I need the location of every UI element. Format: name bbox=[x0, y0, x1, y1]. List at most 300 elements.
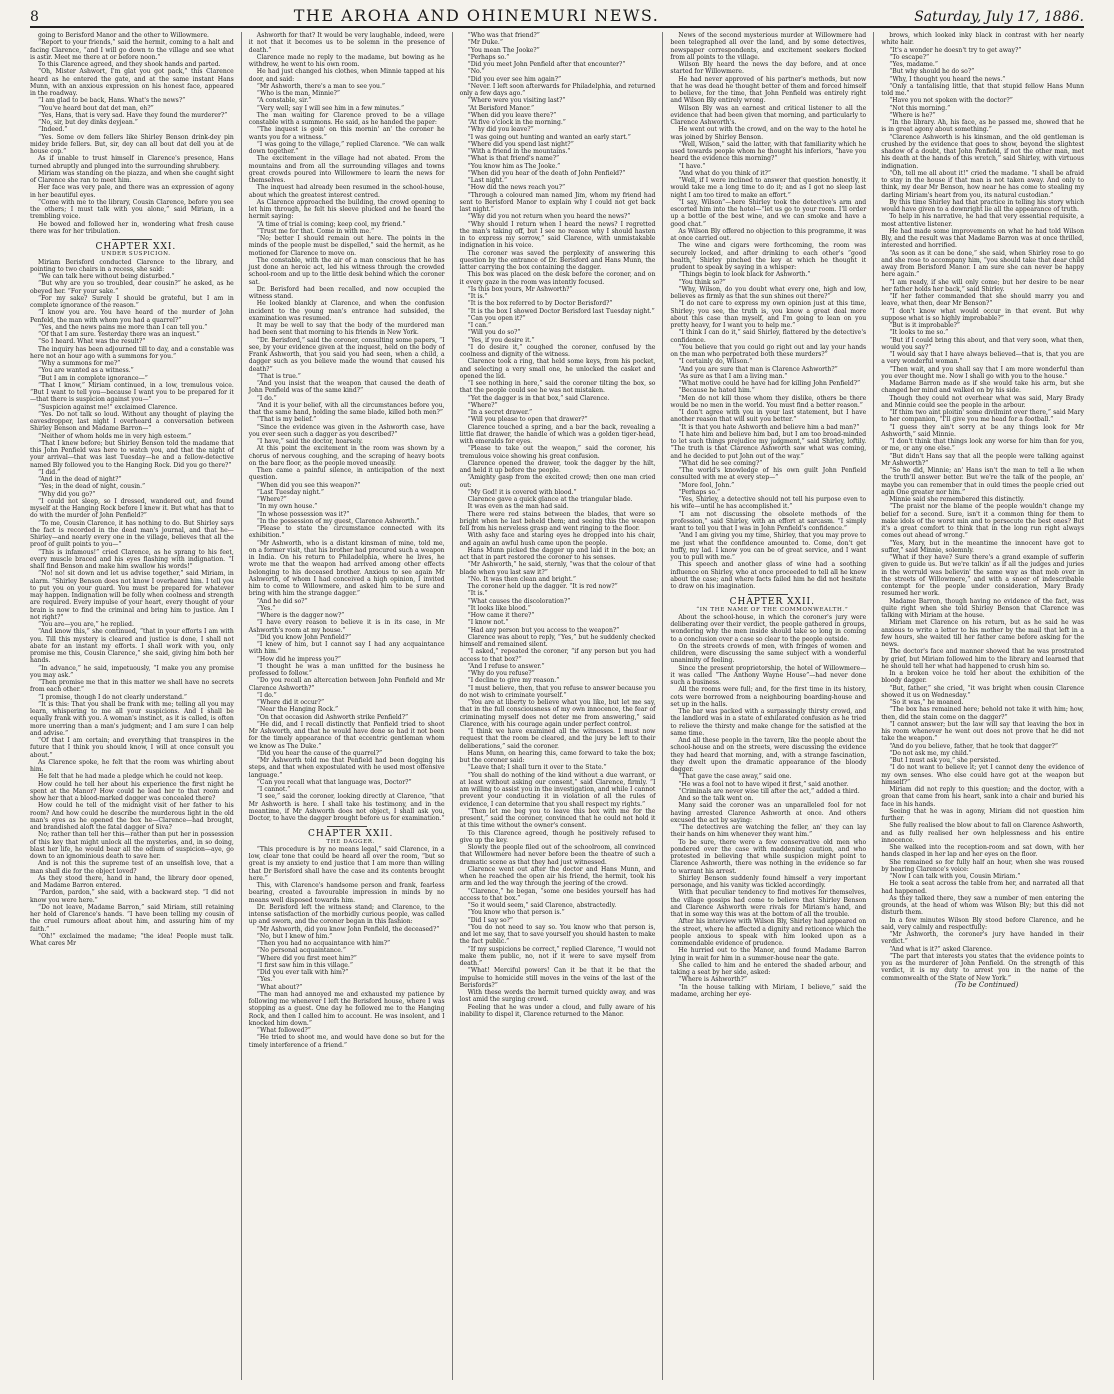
paragraph: It was even as the man had said. bbox=[467, 503, 569, 511]
paragraph: “Yes; in the dead of night, cousin.” bbox=[38, 483, 146, 491]
paragraph: Minnie said she remembered this distinctly. bbox=[889, 496, 1025, 503]
paragraph: “I have,” said the doctor, hoarsely. bbox=[256, 438, 363, 445]
paragraph: “For my sake? Surely I should be grateful, but I am in complete ignorance of the reason.” bbox=[30, 294, 234, 309]
paragraph: “But why are you so troubled, dear cousin?” he asked, as he obeyed her. “For your sake.” bbox=[30, 280, 234, 295]
paragraph: “Near the Hanging Rock.” bbox=[256, 706, 339, 714]
paragraph: Clarence touched a spring, and a bar the back, revealing a little flat drawer, the handle of which was a golden tiger-head, with emeralds for eyes. bbox=[459, 423, 656, 445]
paragraph: “I must believe, then, that you refuse to answer because you do not wish to criminate yourself.” bbox=[459, 684, 656, 699]
paragraph: “The inquest is goin' on this mornin' an' the coroner he wants you for a witness.” bbox=[248, 126, 445, 141]
paragraph: Seeing that he was in agony, Miriam did not question him further. bbox=[881, 807, 1084, 822]
column-1 bbox=[30, 32, 241, 1380]
paragraph: And is not this the supreme test of an unselfish love, that a man shall die for the object loved? bbox=[30, 860, 234, 875]
paragraph: The inquiry has been adjourned till to day, and a constable was here not an hour ago with a summons for you.” bbox=[30, 345, 234, 360]
paragraph: “Where did you first meet him?” bbox=[256, 954, 357, 962]
paragraph: As if unable to trust himself in Clarence's presence, Hans turned abruptly and plunged into the surrounding shrubbery. bbox=[30, 155, 234, 170]
issue-date: Saturday, July 17, 1886. bbox=[914, 9, 1084, 25]
paragraph: Wilson Bly was an earnest and critical listener to all the evidence that had been given that morning, and particularly to Clarence Ashworth's. bbox=[670, 104, 867, 126]
paragraph: “Oh!” exclaimed the madame; “the idea! People must talk. What cares Mr bbox=[30, 932, 234, 947]
paragraph: Then came a painful silence, in anticipation of the next question. bbox=[248, 467, 445, 482]
paragraph: “Where is the dagger now?” bbox=[256, 612, 345, 619]
paragraph: “It looks like blood.” bbox=[467, 604, 531, 612]
paragraph: “Did you know John Penfield?” bbox=[256, 633, 352, 641]
paragraph: The wine and cigars were forthcoming, the room was securely locked, and after drinking to each other's “good health,” Shirley pinched the key at which he thought it prudent to speak by saying in a whisper: bbox=[670, 242, 867, 271]
paragraph: “If thim two aint ploitin' some divilmint over there,” said Mary to her companion, “I'll give you me head for a football.” bbox=[881, 409, 1084, 424]
paragraph: “Have you not spoken with the doctor?” bbox=[889, 97, 1013, 105]
paragraph: The excitement in the village had not abated. From the mountains and from all the surrounding villages and towns great crowds poured into Willowmere to learn the news for themselves. bbox=[248, 155, 445, 184]
paragraph: Feeling that he was under a cloud, and fully aware of his inability to dispel it, Clarence returned to the Manor. bbox=[459, 1003, 656, 1018]
paragraph: “Do not ask me, my child.” bbox=[889, 749, 972, 757]
paragraph: “Did you meet John Penfield after that encounter?” bbox=[467, 61, 626, 68]
paragraph: “I was going to the village,” replied Clarence. “We can walk down together.” bbox=[248, 140, 445, 155]
paragraph: “I say, Wilson”—here Shirley took the detective's arm and escorted him into the hotel—“let us go to your room. I'll order up a bottle of the best wine, and we can smoke and have a good chat.” bbox=[670, 198, 867, 228]
paragraph: “So it would seem,” said Clarence, abstractedly. bbox=[467, 902, 617, 909]
paragraph: It may be well to say that the body of the murdered man had been sent that morning to his friends in New York. bbox=[248, 322, 445, 337]
paragraph: With these words the hermit turned quickly away, and was lost amid the surging crowd. bbox=[459, 989, 656, 1004]
paragraph: “Where is Ashworth?” bbox=[678, 976, 747, 984]
paragraph: “Yes. Do not talk so loud. Without any thought of playing the eavesdropper, last night I overheard a conversation between Shirley Benson and Madame Barron—” bbox=[30, 410, 234, 433]
paragraph: “Mr Ashworth, the coroner's jury have handed in their verdict.” bbox=[881, 931, 1084, 946]
paragraph: Dr. Berisford left the witness stand; and Clarence, to the intense satisfaction of the morbidly curious people, was called up and sworn, and the coroner began in this fashion: bbox=[248, 903, 445, 926]
paragraph: This, with Clarence's handsome person and frank, fearless bearing, created a favourable impression in minds by no means well disposed towards him. bbox=[248, 882, 445, 904]
paragraph: “Why do you refuse?” bbox=[467, 670, 535, 677]
paragraph: “Can you open it?” bbox=[467, 314, 526, 322]
paragraph: “Dr. Berisford,” said the coroner, consulting some papers, “I see, by your evidence given at the inquest, held on the body of Frank Ashworth, that you said you had seen, when a child, a dagger such as you believe made the wound that caused his death?” bbox=[248, 336, 445, 373]
paragraph: “Yes.” bbox=[256, 976, 276, 984]
paragraph: “Please to take out the weapon,” said the coroner, his tremulous voice showing his great confusion. bbox=[459, 445, 656, 460]
paragraph: “With a friend in the mountains.” bbox=[467, 148, 571, 155]
paragraph: “You believe that you could go right out and lay your hands on the man who perpetrated both these murders?” bbox=[670, 343, 867, 358]
paragraph: All the rooms were full; and, for the first time in its history, cots were borrowed from a neighbouring boarding-house and set up in the halls. bbox=[670, 686, 867, 708]
paragraph: This box was placed on the desk before the coroner, and on it every gaze in the room was intently focused. bbox=[459, 271, 656, 286]
paragraph: “That I knew before; but Shirley Benson told the madame that this John Penfield was here to watch you, and that the night of your arrival—that was last Tuesday—he and a fellow-detective named Bly followed you to the Hanging Rock. Did you go there?” bbox=[30, 439, 234, 469]
paragraph: “How came it there?” bbox=[467, 612, 535, 619]
paragraph: “Indeed.” bbox=[38, 126, 68, 134]
paragraph: “And he did so?” bbox=[256, 597, 308, 605]
paragraph: “A constable, sir.” bbox=[256, 97, 312, 105]
paragraph: The coroner held up the dagger. “It is red now?” bbox=[467, 583, 618, 590]
paragraph: “Now I can talk with you, Cousin Miriam.” bbox=[889, 873, 1021, 880]
paragraph: “Come with me to the library, Cousin Clarence, before you see the others; I must talk with you alone,” said Miriam, in a trembling voice. bbox=[30, 198, 234, 221]
paragraph: Miriam met Clarence on his return, but as he said he was anxious to write a letter to his mother by the mail that left in a few hours, she waited till her father came before asking for the news. bbox=[881, 619, 1084, 648]
paragraph: There were red stains between the blades, that were so bright when he last beheld them; and seeing this the weapon fell from his nerveless grasp and went ringing to the floor. bbox=[459, 510, 656, 532]
paragraph: “My God! it is covered with blood.” bbox=[467, 488, 577, 496]
paragraph: After his interview with Wilson Bly, Shirley had appeared on the street, where he affected a dignity and reticence which the people anxious to speak with him looked upon as a commendable evidence of prudence. bbox=[670, 918, 867, 947]
chapter-subtitle: THE DAGGER. bbox=[326, 838, 375, 845]
paragraph: “The man had annoyed me and exhausted my patience by following me whenever I left the Berisford house, where I was stopping as a guest. One day he followed me to the Hanging Rock, and then I called him to account. He was insolent, and I knocked him down.” bbox=[248, 990, 445, 1027]
paragraph: “In advance,” he said, impetuously, “I make you any promise you may ask.” bbox=[30, 664, 234, 679]
paragraph: “Then let me beg you to leave this box with me for the present,” said the coroner, convinced that he could not hold it at this time without the owner's consent. bbox=[459, 807, 656, 830]
paragraph: “Last night.” bbox=[467, 177, 508, 184]
chapter-heading: CHAPTER XXII. bbox=[308, 829, 394, 840]
paragraph: “Why, I thought you heard the news.” bbox=[889, 75, 1006, 83]
paragraph: “Things begin to look black for Ashworth.” bbox=[678, 271, 811, 279]
paragraph: “Why did you leave?” bbox=[467, 126, 534, 134]
paragraph: And so the talk went on. bbox=[678, 795, 754, 802]
paragraph: “I guess they ain't sorry at be any things look for Mr Ashworth,” said Minnie. bbox=[881, 423, 1084, 438]
paragraph: On the streets crowds of men, with fringes of women and children, were discussing the same subject with a wonderful unanimity of feeling. bbox=[670, 642, 867, 665]
paragraph: “I have every reason to believe it is in its case, in Mr Ashworth's room at my house.” bbox=[248, 619, 445, 634]
paragraph: “I cannot.” bbox=[256, 786, 291, 793]
paragraph: As Clarence spoke, he felt that the room was whirling about him. bbox=[30, 758, 234, 773]
paragraph: Ashworth for that? It would be very laughable, indeed, were it not that it becomes us to be solemn in the presence of death.” bbox=[248, 32, 445, 54]
paragraph: “Yes.” bbox=[256, 604, 276, 612]
paragraph: “I can.” bbox=[467, 322, 492, 329]
paragraph: And all these people in the tavern, like the people about the school-house and on the streets, were discussing the evidence they had heard that morning, and, with a strange fascination, they dwelt upon the dramatic appearance of the bloody dagger. bbox=[670, 737, 867, 773]
paragraph: “On that occasion did Ashworth strike Penfield?” bbox=[256, 713, 409, 721]
paragraph: “Criminals are never wise till after the act,” added a third. bbox=[678, 787, 860, 795]
paragraph: “Had any person but you access to the weapon?” bbox=[467, 626, 620, 634]
paragraph: He had never approved of his partner's methods, but now that he was dead he thought better of them and forced himself to believe, for the time, that John Penfield was entirely right and Wilson Bly entirely wrong. bbox=[670, 75, 867, 105]
paragraph: “Then wait, and you shall say that I am more wonderful than you ever thought me. Now I shall go with you to the house.” bbox=[881, 365, 1084, 380]
paragraph: “But didn't Hans say that all the people were talking against Mr Ashworth?” bbox=[881, 452, 1084, 467]
paragraph: “Why, Wilson, do you doubt what every one, high and low, believes as firmly as that the sun shines out there?” bbox=[670, 285, 867, 300]
paragraph: “In the house talking with Miriam, I believe,” said the madame, arching her eye- bbox=[670, 983, 867, 998]
section-divider bbox=[112, 239, 152, 240]
paragraph: “Trust me for that. Come in with me.” bbox=[256, 227, 375, 235]
paragraph: “I decline to give my reason.” bbox=[467, 677, 560, 685]
paragraph: “To me, Cousin Clarence, it has nothing to do. But Shirley says the fact is recorded in the dead man's journal, and that he—Shirley—and nearly every one in the village, believes that all the proof of guilt points to you—” bbox=[30, 519, 234, 549]
paragraph: “I think I can do it,” said Shirley, flattered by the detective's confidence. bbox=[670, 329, 867, 344]
paragraph: “I am ready, if she will only come; but her desire to be near her father holds her back,” said Shirley. bbox=[881, 278, 1084, 293]
paragraph: “Where did it occur?” bbox=[256, 699, 325, 706]
paragraph: “You've heard bout dat det man, eh?” bbox=[38, 104, 154, 112]
to-be-continued: (To be Continued) bbox=[954, 980, 1019, 989]
paragraph: “The part that interests you states that the evidence points to you as the murderer of John Penfield. On the strength of this verdict, it is my duty to arrest you in the name of the commonwealth of the State of New York.” bbox=[881, 952, 1084, 982]
paragraph: “No. It was then clean and bright.” bbox=[467, 575, 576, 583]
paragraph: “I don't agree with you in your last statement, but I have another reason that will suit you better.” bbox=[670, 409, 867, 424]
paragraph: Clarence went out after the doctor and Hans Munn, and when he reached the open air his friend, the hermit, took his arm and led the way through the jeering of the crowd. bbox=[459, 865, 656, 888]
paragraph: “The world's knowledge of his own guilt John Penfield consulted with me at every step—” bbox=[670, 467, 867, 482]
paragraph: “Did you ever see him again?” bbox=[467, 75, 562, 83]
paragraph: “The box has remained here; behold not take it with him; how, then, did the stain come on the dagger?” bbox=[881, 706, 1084, 721]
paragraph: “Clarence,” he began, “some one besides yourself has had access to that box.” bbox=[459, 887, 656, 902]
paragraph: “You think so?” bbox=[678, 278, 726, 286]
paragraph: “And do you believe, father, that he took that dagger?” bbox=[889, 742, 1058, 750]
paragraph: “He did, and I recall distinctly that Penfield tried to shoot Mr Ashworth, and that he would have done so had it not been for the timely appearance of that eccentric gentleman whom we know as The Duke.” bbox=[248, 720, 445, 750]
paragraph: In a few minutes Wilson Bly stood before Clarence, and he said, very calmly and respectfully: bbox=[881, 916, 1084, 931]
paragraph: “Yes, if you desire it.” bbox=[467, 336, 535, 344]
paragraph: “I certainly do, Wilson.” bbox=[678, 358, 753, 366]
paragraph: “If her father commanded that she should marry you and leave, what then, dear Mr Benson?” bbox=[881, 293, 1084, 308]
paragraph: Madame Barron made as if she would take his arm, but she changed her mind and walked on by his side. bbox=[881, 380, 1084, 395]
column-3 bbox=[452, 32, 663, 1380]
paragraph: “That is true.” bbox=[256, 372, 301, 380]
column-2 bbox=[241, 32, 452, 1380]
paragraph: “I cannot answer; but the law will say that leaving the box in his room whenever he went out does not prove that he did not take the weapon.” bbox=[881, 720, 1084, 743]
paragraph: “Mr Ashworth told me that Penfield had been dogging his steps, and that when expostulated with he used most offensive language.” bbox=[248, 757, 445, 779]
paragraph: “Report to your friends,” said the hermit, coming to a halt and facing Clarence, “and I will go down to the village and see what is astir. Meet me there at or before noon.” bbox=[30, 39, 234, 61]
paragraph: “The detectives are watching the feller, an' they can lay their hands on him whenever they want him.” bbox=[670, 824, 867, 839]
paragraph: “I do desire it,” coughed the coroner, confused by the coolness and dignity of the witness. bbox=[459, 343, 656, 358]
paragraph: “When did you hear of the death of John Penfield?” bbox=[467, 169, 626, 177]
chapter-subtitle: UNDER SUSPICION. bbox=[101, 251, 171, 258]
paragraph: “It looks to me so.” bbox=[889, 329, 949, 337]
paragraph: He looked blankly at Clarence, and when the confusion incident to the young man's entrance had subsided, the examination was resumed. bbox=[248, 300, 445, 322]
paragraph: “I do.” bbox=[256, 394, 277, 402]
paragraph: “You are wanted as a witness.” bbox=[38, 367, 134, 375]
paragraph: With that peculiar tendency to find motives for themselves, the village gossips had come to believe that Shirley Benson and Clarence Ashworth were rivals for Miriam's hand, and that in some way this was at the bottom of all the trouble. bbox=[670, 889, 867, 918]
paragraph: “Who is the man, Minnie?” bbox=[256, 90, 340, 97]
paragraph: “How did he impress you?” bbox=[256, 655, 341, 663]
paragraph: Clarence made no reply to the madame, but bowing as he withdrew, he went to his own room. bbox=[248, 53, 445, 68]
paragraph: “I hate him and believe him bad, but I am too broad-minded to let such things prejudice my judgment,” said Shirley, loftily. “The truth is that Clarence Ashworth saw what was coming, and he decided to put John out of the way.” bbox=[670, 430, 867, 460]
paragraph: “It is.” bbox=[467, 293, 488, 300]
paragraph: This speech and another glass of wine had a soothing influence on Shirley, who at once proceeded to tell all he knew about the case; and where facts failed him he did not hesitate to draw on his imagination. bbox=[670, 561, 867, 590]
paragraph: “Of that I am certain; and everything that transpires in the future that I think you should know, I will at once consult you about.” bbox=[30, 737, 234, 759]
paragraph: “Where did you spend last night?” bbox=[467, 140, 574, 148]
paragraph: “Yet the dagger is in that box,” said Clarence. bbox=[467, 394, 610, 402]
paragraph: He took a seat across the table from her, and narrated all that had happened. bbox=[881, 880, 1084, 895]
paragraph: “Do you recall an altercation between John Penfield and Mr Clarence Ashworth?” bbox=[248, 677, 445, 692]
paragraph: “In whose possession was it?” bbox=[256, 510, 350, 518]
paragraph: “We can talk here without being disturbed.” bbox=[38, 273, 175, 280]
paragraph: “I don't think that things look any worse for him than for you, or me, or any one else.” bbox=[881, 438, 1084, 453]
paragraph: “Please to state the circumstance connected with its exhibition.” bbox=[248, 525, 445, 540]
paragraph: “As sure as that I am a living man.” bbox=[678, 372, 788, 380]
paragraph: “I don't know what would occur in that event. But why suppose what is so highly improbable?” bbox=[881, 307, 1084, 322]
paragraph: “And what do you think of it?” bbox=[678, 169, 772, 177]
paragraph: “Oh, tell me all about it!” cried the madame. “I shall be afraid to stay in the house if that man is not taken away. And only to think, my dear Mr Benson, how near he has come to stealing my darling Miriam's heart from you, its natural custodian.” bbox=[881, 169, 1084, 199]
paragraph: “And in the dead of night?” bbox=[38, 476, 122, 483]
paragraph: “Why did you not return when you heard the news?” bbox=[467, 213, 631, 221]
paragraph: “And know this,” she continued, “that in your efforts I am with you. Till this mystery is cleared and justice is done, I shall not abate for an instant my efforts. I shall work with you, only promise me this, Cousin Clarence,” she said, giving him both her hands. bbox=[30, 628, 234, 665]
paragraph: “No, sir, but dey dinks deyjean.” bbox=[38, 119, 138, 126]
paragraph: To this Clarence agreed, though he positively refused to give up the key. bbox=[459, 829, 656, 844]
paragraph: “To escape?” bbox=[889, 53, 930, 61]
paragraph: The constable, with the air of a man conscious that he has just done an heroic act, led his witness through the crowded school-room and up to the little desk behind which the coroner sat. bbox=[248, 256, 445, 286]
paragraph: “Neither of whom holds me in very high esteem.” bbox=[38, 432, 192, 440]
paragraph: “Yes, Shirley, a detective should not tell his purpose even to his wife—until he has accomplished it.” bbox=[670, 496, 867, 511]
paragraph: “I think we have examined all the witnesses. I must now request that the room be cleared, and the jury be left to their deliberations,” said the coroner. bbox=[459, 728, 656, 750]
paragraph: “In the possession of my guest, Clarence Ashworth.” bbox=[256, 517, 420, 525]
paragraph: “I knew of him, but I cannot say I had any acquaintance with him.” bbox=[248, 641, 445, 656]
paragraph: “Will you do so?” bbox=[467, 329, 521, 337]
paragraph: Though they could not overhear what was said, Mary Brady and Minnie could see the people in the arbour. bbox=[881, 394, 1084, 409]
paragraph: Clarence was about to reply, “Yes,” but he suddenly checked himself and remained silent. bbox=[459, 633, 656, 648]
paragraph: “I have.” bbox=[678, 162, 706, 170]
paragraph: She called to him and he entered the shaded arbour, and taking a seat by her side, asked: bbox=[670, 961, 867, 976]
paragraph: The coroner was saved the perplexity of answering this question by the entrance of Dr. Berisford and Hans Munn, the latter carrying the box containing the dagger. bbox=[459, 249, 656, 271]
paragraph: “I do.” bbox=[256, 691, 277, 699]
paragraph: Miriam was standing on the piazza, and when she caught sight of Clarence she ran to meet him. bbox=[30, 169, 234, 184]
paragraph: “You are at liberty to believe what you like, but let me say, that in the full consciousness of my own innocence, the fear of criminating myself does not deter me from answering,” said Clarence, with his courage again under perfect control. bbox=[459, 699, 656, 728]
paragraph: “I see,” said the coroner, looking directly at Clarence, “that Mr Ashworth is here. I shall take his testimony, and in the meantime, if Mr Ashworth does not object, I shall ask you, Doctor, to have the dagger brought before us for examination.” bbox=[248, 793, 445, 822]
paragraph: About the school-house, in which the coroner's jury were deliberating over their verdict, the people gathered in groups, wondering why the men inside should take so long in coming to a conclusion over a case so clear to the people outside. bbox=[670, 613, 867, 643]
paragraph: “How did the news reach you?” bbox=[467, 184, 566, 192]
paragraph: “It is this: That you shall be frank with me; telling all you may learn, whispering to me all your suspicions. And I shall be equally frank with you. A woman's instinct, as it is called, is often more unerring than a man's judgment; and I am sure I can help and advise.” bbox=[30, 700, 234, 737]
paragraph: “What if they have? Sure there's a grand example of sufferin given to guide us. But we're talkin' as if all the judges and juries in the worruld was believin' the same way as that mob over in the streets of Willowmere,” and with a sneer of indescribable contempt for the people under consideration, Mary Brady resumed her work. bbox=[881, 554, 1084, 598]
paragraph: He had just changed his clothes, when Minnie tapped at his door, and said: bbox=[248, 68, 445, 83]
paragraph: “Then promise me that in this matter we shall have no secrets from each other.” bbox=[30, 679, 234, 694]
paragraph: “What is that friend's name?” bbox=[467, 155, 560, 163]
paragraph: He had made some improvements on what he had told Wilson Bly, and the result was that Madame Barron was at once thrilled, interested and horrified. bbox=[881, 227, 1084, 250]
paragraph: “But I must ask you,” she persisted. bbox=[889, 757, 1001, 764]
paragraph: “Well, Wilson,” said the latter, with that familiarity which he used towards people whom he thought his inferiors, “have you heard the evidence this morning?” bbox=[670, 140, 867, 163]
paragraph: “At five o'clock in the morning.” bbox=[467, 119, 566, 126]
paragraph: “So he did, Minnie; an' Hans isn't the man to tell a lie when the truth'll answer better. But we're the talk of the people, an' maybe you can remember that in ould times the people cried out agin One greater nor him.” bbox=[881, 467, 1084, 496]
paragraph: “He tried to shoot me, and would have done so but for the timely interference of a friend.” bbox=[248, 1034, 445, 1049]
paragraph: “What did he see coming?” bbox=[678, 459, 763, 467]
paragraph: “Mr Duke.” bbox=[467, 39, 503, 47]
paragraph: “Yes, madame.” bbox=[889, 61, 938, 68]
paragraph: “Did I say so?” bbox=[467, 916, 514, 924]
page-number: 8 bbox=[30, 9, 39, 25]
paragraph: brows, which looked inky black in contrast with her nearly white hair. bbox=[881, 32, 1084, 47]
paragraph: “I was going out hunting and wanted an early start.” bbox=[467, 133, 631, 141]
paragraph: “Is this box yours, Mr Ashworth?” bbox=[467, 285, 573, 293]
paragraph: Her face was very pale, and there was an expression of agony in her beautiful eyes. bbox=[30, 184, 234, 199]
paragraph: “Then you had no acquaintance with him?” bbox=[256, 940, 391, 947]
paragraph: “I see nothing in here,” said the coroner tilting the box, so that the people could see he was not mistaken. bbox=[459, 380, 656, 395]
paragraph: She fully realised the blow about to fall on Clarence Ashworth, and as fully realised her own helplessness and his entire innocence. bbox=[881, 822, 1084, 844]
paragraph: “And what is it?” asked Clarence. bbox=[889, 945, 993, 953]
paragraph: The bar was packed with a surpassingly thirsty crowd, and the landlord was in a state of exhilarated confusion as he tried to relieve the thirsty and make change for the satisfied at the same time. bbox=[670, 708, 867, 737]
paragraph: “When did you leave there?” bbox=[467, 111, 557, 119]
paragraph: “And you insist that the weapon that caused the death of John Penfield was of the same kind?” bbox=[248, 380, 445, 395]
paragraph: “In the library. Ah, his face, as he passed me, showed that he is in great agony about something.” bbox=[881, 119, 1084, 134]
paragraph: “It is the box I showed Doctor Berisford last Tuesday night.” bbox=[467, 307, 655, 315]
paragraph: “Since the evidence was given in the Ashworth case, have you ever seen such a dagger as you described?” bbox=[248, 423, 445, 438]
paragraph: “No personal acquaintance.” bbox=[256, 947, 346, 955]
paragraph: “Where is he?” bbox=[889, 111, 936, 119]
paragraph: “You shall do nothing of the kind without a due warrant, or at least without asking our consent,” said Clarence, firmly. “I am willing to assist you in the investigation, and while I cannot prevent your conducting it in violation of all the rules of evidence, I can determine that you shall respect my rights.” bbox=[459, 771, 656, 808]
paragraph: “Where?” bbox=[467, 401, 498, 409]
paragraph: With ashy face and staring eyes he dropped into his chair, and again an awful hush came upon the people. bbox=[459, 532, 656, 547]
paragraph: “I do not want to believe it; yet I cannot deny the evidence of my own senses. Who else could have got at the weapon but himself?” bbox=[881, 764, 1084, 786]
paragraph: “Where were you visiting last?” bbox=[467, 97, 566, 105]
paragraph: “The praist nor the blame of the people wouldn't change my belief for a second. Sure, isn't it a common thing for them to make idols of the worst min and to persecute the best ones? But it's a great comfort to think that in the long run right always comes out ahead of wrong.” bbox=[881, 503, 1084, 540]
paragraph: In a broken voice he told her about the exhibition of the bloody dagger. bbox=[881, 670, 1084, 685]
paragraph: As Wilson Bly offered no objection to this programme, it was at once carried out. bbox=[670, 227, 867, 242]
paragraph: “Why should I return when I heard the news? I regretted the man's taking off, but I see no reason why I should hasten in to express my sorrow,” said Clarence, with unmistakable indignation in his voice. bbox=[459, 220, 656, 250]
paragraph: Madame Barron, though having no evidence of the fact, was quite right when she told Shirley Benson that Clarence was talking with Miriam at the house. bbox=[881, 597, 1084, 619]
paragraph: “Why a summons for me?” bbox=[38, 360, 121, 367]
paragraph: “Mr Ashworth,” he said, sternly, “was that the colour of that blade when you last saw it?” bbox=[459, 561, 656, 576]
section-divider bbox=[748, 594, 788, 595]
paragraph: “Yes, and the news pains me more than I can tell you.” bbox=[38, 323, 208, 331]
paragraph: As Clarence approached the building, the crowd opening to let him through, he felt his sleeve plucked and he heard the hermit saying: bbox=[248, 198, 445, 221]
paragraph: “What motive could he have had for killing John Penfield?” bbox=[678, 380, 861, 387]
paragraph: “Very well; say I will see him in a few minutes.” bbox=[256, 104, 405, 112]
paragraph: To this Clarence agreed, and they shook hands and parted. bbox=[38, 61, 221, 68]
paragraph: “It is.” bbox=[467, 590, 488, 598]
paragraph: Slowly the people filed out of the schoolroom, all convinced that Willowmere had never before been the theatre of such a dramatic scene as that they had just witnessed. bbox=[459, 844, 656, 866]
paragraph: “But why should he do so?” bbox=[889, 68, 975, 76]
paragraph: “It is the box referred to by Doctor Berisford?” bbox=[467, 300, 613, 308]
paragraph: “Oh, Mister Ashwort, I'm glat you got pack,” this Clarence heard as he entered the gate, and at the same instant Hans Munn, with an anxious expression on his honest face, appeared in the roadway. bbox=[30, 68, 234, 97]
paragraph: Since the present proprietorship, the hotel of Willowmere—it was called “The Anthony Wayne House”—had never done such a business. bbox=[670, 664, 867, 686]
paragraph: going to Berisford Manor and the other to Willowmere. bbox=[38, 32, 209, 39]
column-4 bbox=[662, 32, 873, 1380]
paragraph: “So it was,” he moaned. bbox=[889, 699, 964, 706]
paragraph: “Who was that friend?” bbox=[467, 32, 540, 39]
chapter-subtitle: “IN THE NAME OF THE COMMONWEALTH.” bbox=[696, 606, 849, 613]
paragraph: “When did you see this weapon?” bbox=[256, 481, 361, 489]
paragraph: “Only a tantalising little, that that stupid fellow Hans Munn told me.” bbox=[881, 82, 1084, 97]
paragraph: “At Berisford Manor.” bbox=[467, 104, 535, 112]
paragraph: He hurried out to the Manor, and found Madame Barron lying in wait for him in a summer-house near the gate. bbox=[670, 947, 867, 962]
paragraph: She remained so for fully half an hour, when she was roused by hearing Clarence's voice: bbox=[881, 858, 1084, 873]
paragraph: Miriam Berisford conducted Clarence to the library, and pointing to two chairs in a recess, she said: bbox=[30, 258, 234, 273]
paragraph: “You mean The Jooke?” bbox=[467, 46, 540, 54]
paragraph: By this time Shirley had that practice in telling his story which would have given to a downright lie all the appearance of truth. bbox=[881, 198, 1084, 213]
paragraph: “Perhaps so.” bbox=[678, 488, 721, 496]
paragraph: “That is my belief.” bbox=[256, 416, 317, 424]
paragraph: Clarence took a ring, that held some keys, from his pocket, and selecting a very small one, he unlocked the casket and opened the lid. bbox=[459, 358, 656, 380]
paragraph: “This is infamous!” cried Clarence, as he sprang to his feet, every muscle braced and his eyes flashing with indignation. “I shall find Benson and make him swallow his words!” bbox=[30, 548, 234, 570]
paragraph: Dr. Berisford had been recalled, and now occupied the witness stand. bbox=[248, 285, 445, 300]
paragraph: “This procedure is by no means legal,” said Clarence, in a low, clear tone that could be heard all over the room, “but so great is my anxiety to end justice that I am more than willing that Dr Berisford shall have the case and its contents brought here.” bbox=[248, 845, 445, 882]
paragraph: “Will you please to open that drawer?” bbox=[467, 416, 588, 424]
paragraph: “And it is your belief, with all the circumstances before you, that the same hand, holding the same blade, killed both men?” bbox=[248, 401, 445, 416]
paragraph: “Mr Ashworth, there's a man to see you.” bbox=[256, 82, 386, 90]
paragraph: “I thought he was a man unfitted for the business he professed to follow.” bbox=[248, 662, 445, 677]
paragraph: “Can you recall what that language was, Doctor?” bbox=[256, 778, 412, 786]
newspaper-title: THE AROHA AND OHINEMURI NEWS. bbox=[293, 6, 660, 25]
paragraph: “It's a wonder he doesn't try to get away?” bbox=[889, 46, 1022, 54]
paragraph: “Pardon, pardon,” she said, with a backward step. “I did not know you were here.” bbox=[30, 889, 234, 904]
paragraph: “Last Tuesday night.” bbox=[256, 488, 324, 496]
paragraph: “Yes. Some ov dem fellers like Shirley Benson drink-dey pin midey bride fellers. But, sir, dey can all bout dat dell you at de house cop.” bbox=[30, 133, 234, 155]
paragraph: “What causes the discoloration?” bbox=[467, 597, 571, 605]
paragraph: “Mr Ashworth, did you know John Penfield, the deceased?” bbox=[256, 925, 440, 933]
paragraph: “You know him as The Jooke.” bbox=[467, 162, 561, 170]
paragraph: “And I am giving you my time, Shirley, that you may prove to me just what the confidence amounted to. Come, don't get huffy, my lad. I know you can be of great service, and I want you to pull with me.” bbox=[670, 532, 867, 561]
paragraph: “So I heard. What was the result?” bbox=[38, 338, 146, 346]
paragraph: “Leave that; I shall turn it over to the State.” bbox=[467, 764, 607, 772]
paragraph: “No, but I knew of him.” bbox=[256, 932, 333, 940]
paragraph: “It is that you hate Ashworth and believe him a bad man?” bbox=[678, 423, 860, 431]
paragraph: “I am not discussing the obsolete methods of the profession,” said Shirley, with an effort at sarcasm. “I simply want to tell you that I was in John Penfield's confidence.” bbox=[670, 510, 867, 532]
paragraph: “I do not care to express my own opinion just at this time, Shirley; you see, the truth is, you know a great deal more about this case than myself, and I'm going to lean on you pretty heavy, for I want you to help me.” bbox=[670, 300, 867, 329]
paragraph: As they stood there, hand in hand, the library door opened, and Madame Barron entered. bbox=[30, 874, 234, 889]
paragraph: “No! no! sit down and let us advise together,” said Miriam, in alarm. “Shirley Benson does not know I overheard him. I tell you to put you on your guard. You must be prepared for whatever may happen. Indignation will be folly when coolness and strength are required. Every impulse of your heart, every thought of your brain is now to find the criminal and bring him to justice. Am I not right?” bbox=[30, 570, 234, 621]
paragraph: “If my suspicions be correct,” replied Clarence, “I would not make them public, no, not if it were to save myself from death.” bbox=[459, 945, 656, 967]
paragraph: To help in his narrative, he had that very essential requisite, a most attentive listener. bbox=[881, 213, 1084, 228]
paragraph: He went out with the crowd, and on the way to the hotel he was joined by Shirley Benson. bbox=[670, 126, 867, 141]
paragraph: Clarence opened the drawer, took the dagger by the hilt, and held it up before the people. bbox=[459, 459, 656, 474]
paragraph: “Never. I left soon afterwards for Philadelphia, and returned only a few days ago.” bbox=[459, 82, 656, 97]
paragraph: Wilson Bly heard the news the day before, and at once started for Willowmere. bbox=[670, 61, 867, 76]
paragraph: “Mr Ashworth, who is a distant kinsman of mine, told me, on a former visit, that his brother had procured such a weapon in India. On his return to Philadelphia, where he lives, he wrote me that the weapon had arrived among other effects belonging to his deceased brother. Anxious to see again Mr Ashworth, of whom I had conceived a high opinion, I invited him to come to Willowmere, and asked him to be sure and bring with him the strange dagger.” bbox=[248, 539, 445, 598]
column-5 bbox=[873, 32, 1084, 1380]
paragraph: How could he tell her about his experience the first night he spent at the Manor? How could he lead her to that room and show her that a blood-marked dagger was concealed there? bbox=[30, 780, 234, 802]
paragraph: “What followed?” bbox=[256, 1027, 311, 1034]
paragraph: “Suspicion against me!” exclaimed Clarence. bbox=[38, 403, 178, 411]
paragraph: “Men do not kill those whom they dislike, others be there would be no men in the world. You must find a better reason.” bbox=[670, 394, 867, 409]
paragraph: “That I know,” Miriam continued, in a low, tremulous voice. “But I want to tell you—because I want you to be prepared for it—that there is suspicion against you—” bbox=[30, 381, 234, 404]
paragraph: “And I refuse to answer.” bbox=[467, 662, 545, 670]
paragraph: He felt that he had made a pledge which he could not keep. bbox=[38, 773, 223, 781]
chapter-heading: CHAPTER XXI. bbox=[95, 242, 177, 252]
paragraph: Hans Munn, on hearing this, came forward to take the box; but the coroner said: bbox=[459, 749, 656, 764]
paragraph: “In my own house.” bbox=[256, 503, 318, 511]
paragraph: “What about?” bbox=[256, 983, 303, 991]
paragraph: “You are—you are,” he replied. bbox=[38, 621, 134, 628]
paragraph: “Where?” bbox=[256, 496, 287, 503]
paragraph: “Of that I am sure. Yesterday there was an inquest.” bbox=[38, 331, 200, 338]
paragraph: “Not this morning.” bbox=[889, 104, 951, 112]
paragraph: “Because he hated him.” bbox=[678, 387, 755, 395]
paragraph: The doctor's face and manner showed that he was prostrated by grief, but Miriam followed him to the library and learned that he should tell her what had happened to crush him so. bbox=[881, 648, 1084, 670]
paragraph: “Yes, Mary, but in the meantime the innocent have got to suffer,” said Minnie, solemnly. bbox=[881, 539, 1084, 554]
paragraph: News of the second mysterious murder at Willowmere had been telegraphed all over the land, and by some detectives, newspaper correspondents, and excitement seekers flocked from all points to the village. bbox=[670, 32, 867, 61]
text-columns bbox=[30, 32, 1084, 1380]
paragraph: “He was a fool not to have wiped it first,” said another. bbox=[678, 780, 849, 788]
paragraph: “I would say that I have always believed—that is, that you are a very wonderful woman.” bbox=[881, 351, 1084, 366]
paragraph: No; rather than tell her this—rather than put her in possession of this key that might unlock all the mysteries, and, in so doing, blast her life, he would bear all the odium of suspicion—aye, go down to an ignominious death to save her. bbox=[30, 831, 234, 860]
paragraph: Hans Munn picked the dagger up and laid it in the box; an act that in part restored the coroner to his senses. bbox=[459, 546, 656, 561]
